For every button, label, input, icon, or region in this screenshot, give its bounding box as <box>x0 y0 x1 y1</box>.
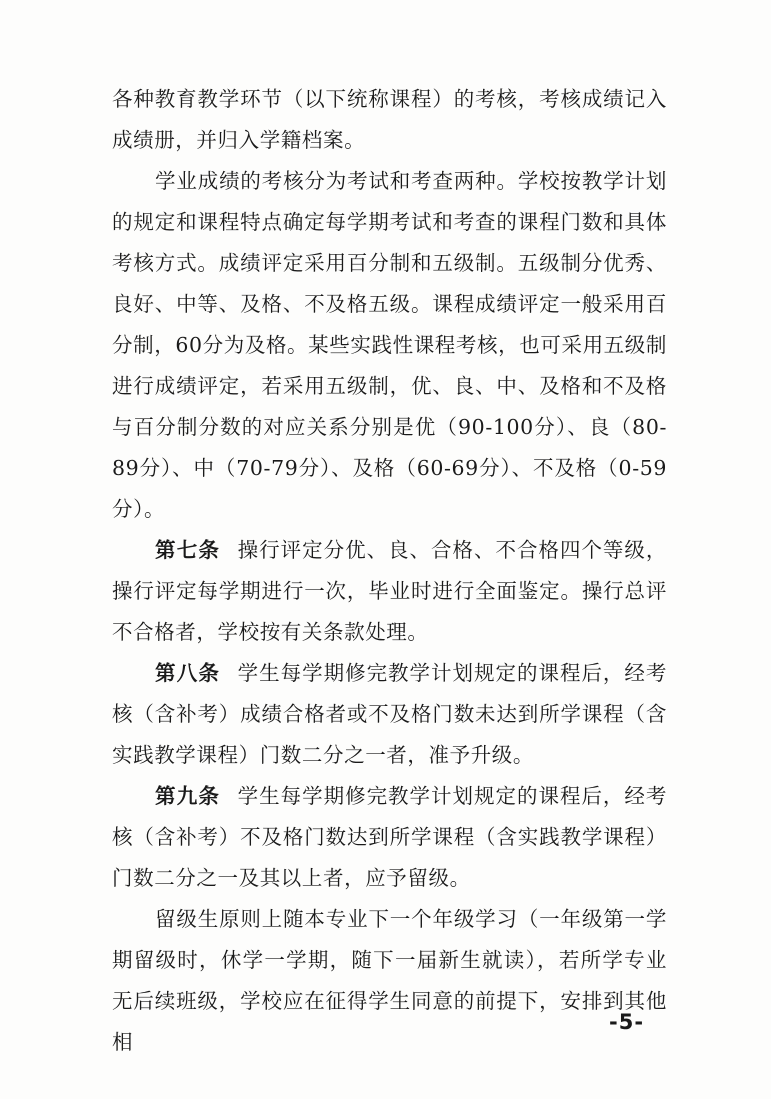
paragraph-2 <box>112 161 667 530</box>
paragraph-6-text: 留级生原则上随本专业下一个年级学习（一年级第一学期留级时，休学一学期，随下一届新生就读），若所学专业无后续班级，学校应在征得学生同意的前提下，安排到其他相 <box>112 907 667 1054</box>
article-9-label: 第九条 <box>155 784 221 808</box>
article-8-label: 第八条 <box>155 661 221 685</box>
paragraph-6 <box>112 899 667 1063</box>
paragraph-1-text: 各种教育教学环节（以下统称课程）的考核，考核成绩记入成绩册，并归入学籍档案。 <box>112 87 667 152</box>
page-number: -5- <box>609 1010 645 1034</box>
article-8-text: 学生每学期修完教学计划规定的课程后，经考核（含补考）成绩合格者或不及格门数未达到所学课程（含实践教学课程）门数二分之一者，准予升级。 <box>112 661 668 767</box>
article-7-label: 第七条 <box>155 538 221 562</box>
article-7 <box>112 530 667 653</box>
paragraph-2-text: 学业成绩的考核分为考试和考查两种。学校按教学计划的规定和课程特点确定每学期考试和考查的课程门数和具体考核方式。成绩评定采用百分制和五级制。五级制分优秀、良好、中等、及格、不及格五级。课程成绩评定一般采用百分制，60分为及格。某些实践性课程考核，也可采用五级制进行成绩评定，若采用五级制，优、良、中、及格和不及格与百分制分数的对应关系分别是优（90-100分）、良（80-89分）、中（70-79分）、及格（60-69分）、不及格（0-59分）。 <box>112 169 667 521</box>
article-9 <box>112 776 667 899</box>
document-body <box>112 79 667 1063</box>
article-7-text: 操行评定分优、良、合格、不合格四个等级，操行评定每学期进行一次，毕业时进行全面鉴定。操行总评不合格者，学校按有关条款处理。 <box>112 538 668 644</box>
article-8 <box>112 653 667 776</box>
article-9-text: 学生每学期修完教学计划规定的课程后，经考核（含补考）不及格门数达到所学课程（含实践教学课程）门数二分之一及其以上者，应予留级。 <box>112 784 668 890</box>
paragraph-1 <box>112 79 667 161</box>
